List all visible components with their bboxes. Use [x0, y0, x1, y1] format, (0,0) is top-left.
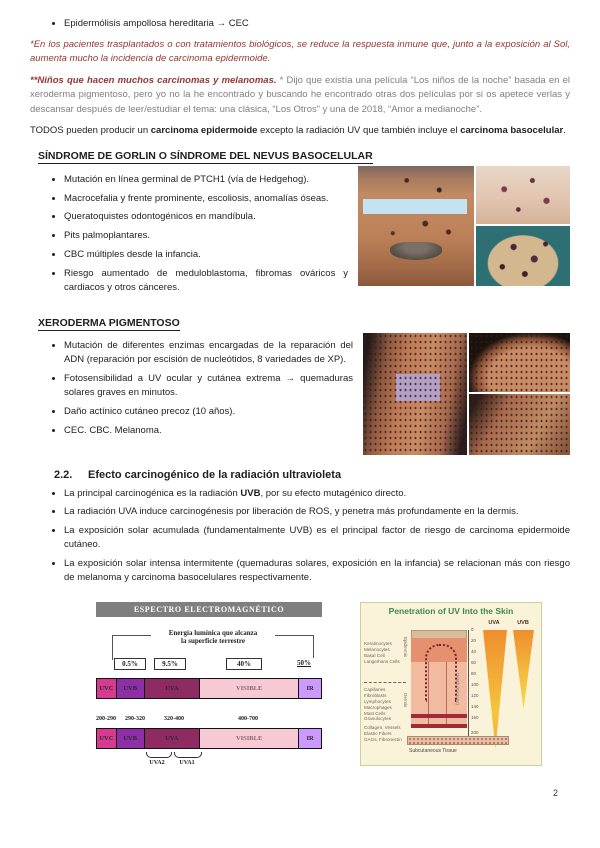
spectrum-bar-bottom: [96, 728, 322, 749]
epidermis-layer-label: Epidermis: [403, 636, 408, 657]
segment-ir: IR: [299, 729, 321, 748]
pct-uvb: 0.5%: [114, 658, 146, 670]
xeroderma-neck-photo: [469, 394, 570, 455]
note-children-paragraph: [30, 74, 570, 117]
segment-uvc: UVC: [97, 729, 117, 748]
segment-uva: UVA: [145, 729, 201, 748]
uva-penetration-triangle: [483, 630, 507, 749]
bullet-item: • Fotosensibilidad a UV ocular y cutánea extrema → quemaduras solares graves en minutos.: [64, 372, 353, 401]
note-transplant-paragraph: *En los pacientes trasplantados o con tratamientos biológicos, se reduce la respuesta inmune que, junto a la exposición al Sol, aumenta mucho la incidencia de carcinoma epidermoide.: [30, 38, 570, 65]
range-uva: 320-400: [164, 715, 184, 722]
subcutaneous-tissue-label: Subcutaneous Tissue: [409, 747, 457, 754]
gorlin-section: [30, 166, 570, 304]
text-run: , por su efecto mutagénico directo.: [260, 487, 407, 499]
segment-uvb: UVB: [117, 729, 145, 748]
depth-axis-line: [468, 630, 469, 738]
bullet-item: [64, 487, 570, 501]
uva2-brace: [146, 752, 172, 758]
section-number: 2.2.: [54, 468, 73, 481]
spectrum-bar-top: [96, 678, 322, 699]
xeroderma-heading: XERODERMA PIGMENTOSO: [38, 316, 180, 329]
uv-penetration-figure: [360, 602, 542, 766]
xeroderma-section: [30, 333, 570, 455]
vascular-plexus-band: [411, 714, 467, 718]
depth-tick: 200: [471, 729, 479, 735]
todos-paragraph: [30, 124, 570, 138]
bullet-item: • Queratoquistes odontogénicos en mandíbula.: [64, 210, 348, 224]
uva-series-label: UVA: [488, 619, 500, 626]
junction-dashed-line: [364, 682, 406, 683]
vascular-plexus-band: [411, 724, 467, 728]
pct-visible: 40%: [226, 658, 262, 670]
censor-bar: [396, 374, 440, 401]
censor-bar: [363, 199, 467, 215]
text-run: .: [563, 124, 566, 136]
depth-tick: 100: [471, 681, 479, 687]
xeroderma-chin-photo: [469, 333, 570, 392]
bullet-item: • Mutación de diferentes enzimas encargadas de la reparación del ADN (reparación por escisión de nucleótidos, 8 variedades de XP).: [64, 339, 353, 368]
note-children-gray: * Dijo que existía una película “Los niños de la noche” basada en el xeroderma pigmentoso, pero yo no la he encontrado y buscando he encontrado otras dos películas por si os apetece verlas y descansar después de leer/estudiar el tema: una clásica, “Los Otros” y una de 2018, “Amor a medianoche”.: [30, 74, 570, 115]
energy-bracket: [112, 628, 314, 646]
depth-tick: 140: [471, 703, 479, 709]
bullet-item: • La exposición solar intensa intermitente (quemaduras solares, exposición en la infancia) se relacionan más con riesgo de melanoma y carcinoma basocelulares respectivamente.: [64, 557, 570, 586]
gorlin-face-photo: [358, 166, 474, 286]
gorlin-photos: [358, 166, 570, 286]
pct-uva: 9.5%: [154, 658, 186, 670]
figures-row: [88, 602, 570, 774]
depth-tick: 160: [471, 714, 479, 720]
gorlin-heading: SÍNDROME DE GORLIN O SÍNDROME DEL NEVUS BASOCELULAR: [38, 150, 373, 163]
bullet-item: • Riesgo aumentado de meduloblastoma, fibromas ováricos y cardiacos y otros cánceres.: [64, 267, 348, 296]
rete-ridge-arch: [425, 644, 457, 702]
range-visible: 400-700: [238, 715, 258, 722]
bullet-item: • CEC. CBC. Melanoma.: [64, 424, 353, 438]
uva1-brace: [174, 752, 202, 758]
text-run: La principal carcinogénica es la radiación: [64, 487, 241, 499]
depth-axis-label: Depth (microns): [455, 672, 460, 705]
gorlin-back-photo: [476, 226, 570, 286]
depth-tick: 0: [471, 626, 474, 632]
segment-uvb: UVB: [117, 679, 145, 698]
section-2-2-bullet-list: [30, 487, 570, 586]
bullet-item: • La radiación UVA induce carcinogénesis por liberación de ROS, y penetra más profundamente en la dermis.: [64, 505, 570, 519]
depth-tick: 60: [471, 659, 477, 665]
bullet-item: • CBC múltiples desde la infancia.: [64, 248, 348, 262]
pct-ir: 50%: [290, 658, 318, 668]
text-run: TODOS pueden producir un: [30, 124, 151, 136]
depth-tick: 20: [471, 637, 477, 643]
dermis-layer-label: Dermis: [403, 692, 408, 707]
bullet-item: • Mutación en línea germinal de PTCH1 (vía de Hedgehog).: [64, 173, 348, 187]
xeroderma-bullet-list: [30, 335, 353, 443]
gorlin-bullet-list: [30, 168, 348, 299]
section-2-2-heading: [54, 469, 570, 481]
segment-uva: UVA: [145, 679, 201, 698]
note-children-bold: **Niños que hacen muchos carcinomas y melanomas.: [30, 74, 277, 86]
section-title: Efecto carcinogénico de la radiación ultravioleta: [88, 468, 342, 481]
uvb-penetration-triangle: [513, 630, 534, 710]
range-uvb: 290-320: [125, 715, 145, 722]
text-run-bold: UVB: [240, 487, 261, 499]
intro-bullet-list: [30, 17, 570, 31]
depth-tick: 80: [471, 670, 477, 676]
moustache-shape: [390, 242, 441, 260]
uvb-series-label: UVB: [517, 619, 529, 626]
bullet-item: • Epidermólisis ampollosa hereditaria → CEC: [64, 17, 570, 31]
range-uvc: 200-290: [96, 715, 116, 722]
dermis-cell-labels: Capillaries Fibroblasts Lymphocytes Macrophages Mast Cells Granulocytes: [364, 686, 392, 722]
bullet-item: • La exposición solar acumulada (fundamentalmente UVB) es el principal factor de riesgo de carcinoma epidermoide cutáneo.: [64, 524, 570, 553]
gorlin-torso-photo: [476, 166, 570, 224]
bullet-item: • Daño actínico cutáneo precoz (10 años).: [64, 405, 353, 419]
uva1-label: UVA1: [179, 759, 195, 766]
spectrum-title: ESPECTRO ELECTROMAGNÉTICO: [96, 602, 322, 617]
uv-figure-title: Penetration of UV Into the Skin: [388, 605, 514, 616]
bullet-item: • Macrocefalia y frente prominente, escoliosis, anomalías óseas.: [64, 192, 348, 206]
segment-visible: VISIBLE: [200, 729, 299, 748]
bullet-item: • Pits palmoplantares.: [64, 229, 348, 243]
subcutaneous-tissue-strip: [407, 736, 509, 745]
text-run: excepto la radiación UV que también incluye el: [257, 124, 461, 136]
matrix-labels: Collagen, Vessels Elastic Fibers GAGs, Fibronectin: [364, 724, 402, 742]
text-run-bold: carcinoma basocelular: [460, 124, 564, 136]
segment-uvc: UVC: [97, 679, 117, 698]
page-number: 2: [552, 788, 558, 798]
spectrum-figure: [88, 602, 340, 774]
depth-tick: 120: [471, 692, 479, 698]
energy-label: Energía lumínica que alcanza la superficie terrestre: [151, 629, 275, 647]
segment-ir: IR: [299, 679, 321, 698]
xeroderma-face-photo: [363, 333, 467, 455]
depth-tick: 40: [471, 648, 477, 654]
text-run-bold: carcinoma epidermoide: [150, 124, 258, 136]
epidermis-cell-labels: Keratinocytes Melanocytes Basal Cell Langerhans Cells: [364, 640, 400, 664]
stratum-corneum-layer: [411, 630, 467, 638]
uva2-label: UVA2: [149, 759, 165, 766]
xeroderma-photos: [363, 333, 570, 455]
segment-visible: VISIBLE: [200, 679, 299, 698]
